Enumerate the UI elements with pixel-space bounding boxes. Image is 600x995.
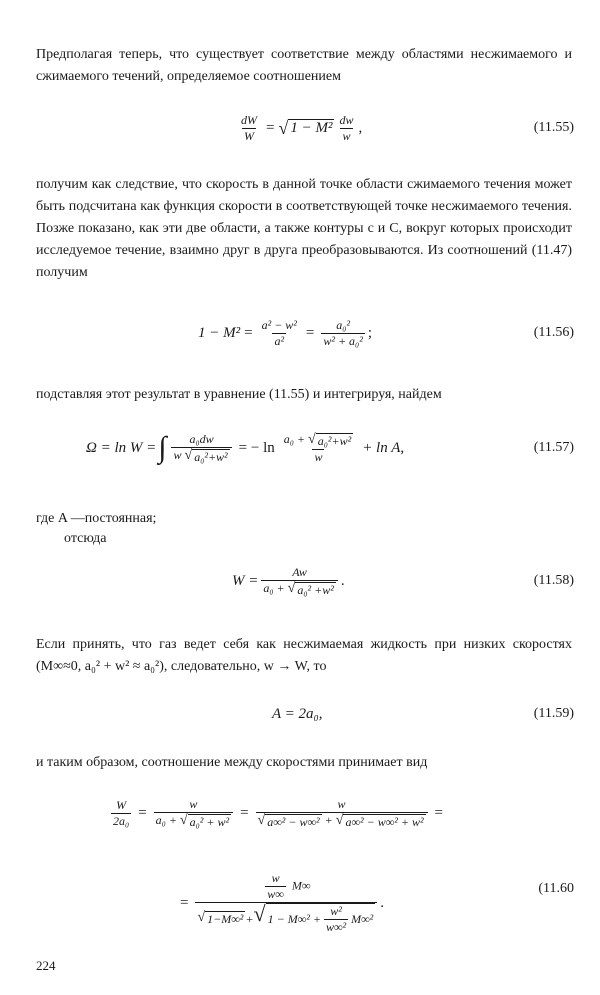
eq57-integral: ∫ (158, 431, 167, 464)
eq56-tail: ; (367, 324, 372, 341)
equation-11-59 (0, 694, 600, 734)
eq60a-lhs-num: W (116, 797, 127, 812)
eq57-lhs: Ω = ln W = (86, 439, 157, 456)
eq55-equals: = (266, 119, 275, 136)
eq57-f1-num: a₀dw (189, 431, 214, 446)
eq58-den-sqrt: a₀² +w² (297, 582, 334, 597)
paragraph-1: Предполагая теперь, что существует соответствие между областями несжимаемого и сжимаемого течений, определяемое соотношением (36, 47, 572, 84)
eq60a-plus: + (324, 812, 333, 827)
eq55-rhs-den: w (342, 128, 351, 143)
eq57-f2-num-a: a₀ + (283, 431, 306, 446)
eq57-f2-num-sqrt: a₀²+w² (317, 433, 352, 448)
paragraph-6: Если принять, что газ ведет себя как несжимаемая жидкость при низких скоростях (M∞≈0, a₀² + w² ≈ a₀²), следовательно, w → W, то (36, 637, 572, 674)
eq56-f2-num: a₀² (336, 317, 350, 332)
eq55-tail: , (358, 119, 363, 136)
eq60b-tail: . (380, 894, 384, 911)
eq60b-den-sqrt2-fnum: w² (330, 904, 342, 918)
eq56-number: (11.56) (533, 325, 574, 340)
eq56-f1-den: a² (274, 333, 285, 348)
eq55-number: (11.55) (533, 120, 574, 135)
eq58-num: Aw (292, 564, 307, 579)
equation-11-57: Ω = ln W = ∫ a₀dw w √ a₀²+w² = − ln a₀ + √ a₀²+w² w + ln A, (11.57) (86, 431, 574, 464)
eq60a-equals-1: = (138, 804, 147, 821)
eq60a-f1-den-a: a₀ + (155, 812, 177, 827)
eq60-number: (11.60 (538, 881, 574, 896)
eq57-tail: + ln A, (362, 439, 405, 456)
paragraph-2: получим как следствие, что скорость в данной точке области сжимаемого течения может быть подсчитана как функция скорости в соответствующей точке несжимаемого течения. Позже показано, как эти две области, а также контуры c и C, вокруг которых происходит исследуемое течение, взаимно друг в друга преобразовываются. Из соотношений (11.47) получим (36, 177, 572, 280)
eq58-den-a: a₀ + (263, 580, 285, 595)
eq57-f1-den-w: w (173, 447, 182, 462)
eq60a-equals-3: = (434, 804, 444, 821)
eq60b-num-frac-den: w∞ (267, 887, 284, 901)
equation-11-55: $\frac{dW}{W}$ = √ 1 − M² $\frac{dw}{w}$ , (11.55) (241, 112, 574, 143)
eq60a-f2-num: w (337, 796, 346, 811)
equation-11-60-part-a: $\frac{W}{\text{2a₀}}$ = w a₀ + √ a₀² + w² = w √ a∞² − w∞² + √ a∞² − w∞² + w² = (113, 796, 444, 829)
eq57-mid: = − ln (238, 439, 275, 456)
eq60b-den-sqrt2-fden: w∞² (325, 920, 347, 934)
eq60a-f2-den-sqrt1: a∞² − w∞² (267, 814, 320, 829)
eq60b-den-sqrt2-m: M∞² (351, 912, 374, 926)
eq60b-equals: = (180, 894, 189, 911)
eq60b-den-sqrt1: 1−M∞² (207, 912, 244, 926)
eq55-rhs-num: dw (339, 112, 354, 127)
eq56-f1-num: a² − w² (261, 317, 297, 332)
equation-11-56: 1 − M² = $\frac{\text{a² − w²}}{\text{a²}}$ = $\frac{\text{a₀²}}{\text{w² + a₀²}}$ ; (11.56) (198, 317, 574, 348)
eq57-number: (11.57) (533, 440, 574, 455)
eq58-number: (11.58) (533, 573, 574, 588)
eq56-equals-1: = (244, 324, 253, 341)
eq56-f2-den: w² + a₀² (323, 333, 363, 348)
page-number: 224 (36, 958, 56, 973)
eq59-text: A = 2a₀, (272, 705, 323, 722)
eq60b-den-sqrt2-a: 1 − M∞² + (267, 912, 321, 926)
eq55-lhs-den: W (244, 128, 254, 143)
paragraph-7: и таким образом, соотношение между скоростями принимает вид (36, 755, 428, 770)
eq60b-num-frac-num: w (271, 871, 280, 885)
eq60a-f1-den-sqrt: a₀² + w² (189, 814, 230, 829)
eq60b-plus: + (245, 911, 254, 926)
eq60a-f2-den-sqrt2: a∞² − w∞² + w² (345, 814, 424, 829)
eq55-sqrt-arg: 1 − M² (290, 120, 333, 136)
paragraph-5: отсюда (64, 531, 107, 546)
eq58-lhs: W = (232, 572, 259, 589)
eq60b-num-m: M∞ (291, 878, 311, 893)
equation-11-60-part-b: = $\frac{w}{w\infty}$ M∞ √ 1−M∞² + √ 1 − M∞² + $\frac{\text{w²}}{\text{w∞²}}$ M∞² . (11.60 (180, 871, 574, 934)
eq56-lhs: 1 − M² (198, 324, 241, 341)
eq59-number: (11.59) (533, 706, 574, 721)
equation-11-58: W = Aw a₀ + √ a₀² +w² . (11.58) (232, 564, 574, 597)
eq57-f2-den: w (314, 449, 323, 464)
eq60a-lhs-den: 2a₀ (113, 813, 130, 828)
paragraph-3: подставляя этот результат в уравнение (11.55) и интегрируя, найдем (36, 387, 442, 402)
eq60a-f1-num: w (189, 796, 198, 811)
eq60a-equals-2: = (240, 804, 249, 821)
eq57-f1-den-sqrt: a₀²+w² (194, 449, 228, 464)
eq55-lhs-num: dW (241, 112, 257, 127)
eq58-tail: . (340, 572, 345, 589)
paragraph-4: где A —постоянная; (36, 511, 157, 526)
